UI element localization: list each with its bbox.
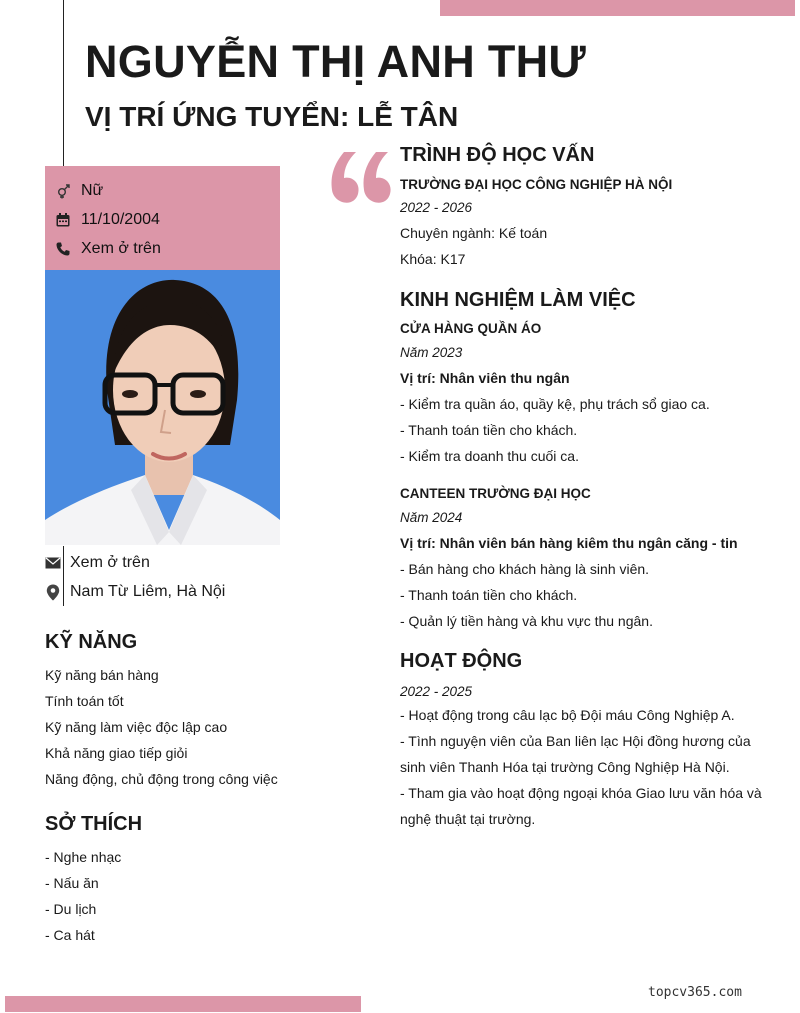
activity-line: nghệ thuật tại trường.: [400, 811, 536, 827]
education-course: Khóa: K17: [400, 251, 466, 267]
personal-info-box: [45, 166, 280, 270]
skill-item: Tính toán tốt: [45, 693, 124, 709]
hobby-item: - Nghe nhạc: [45, 849, 122, 865]
hobbies-title: SỞ THÍCH: [45, 813, 143, 835]
email-row: [45, 552, 150, 574]
bottom-accent-bar: [5, 996, 361, 1012]
top-accent-bar: [440, 0, 795, 16]
skills-list: [45, 662, 278, 792]
applied-position: VỊ TRÍ ỨNG TUYỂN: LỄ TÂN: [85, 101, 459, 132]
job-duty: - Bán hàng cho khách hàng là sinh viên.: [400, 561, 650, 577]
mail-icon: [45, 555, 61, 571]
birthdate-row: [55, 209, 160, 231]
activity-line: - Tham gia vào hoạt động ngoại khóa Giao lưu văn hóa và: [400, 785, 762, 801]
job-duty: - Kiểm tra doanh thu cuối ca.: [400, 448, 579, 464]
job-org: CANTEEN TRƯỜNG ĐẠI HỌC: [400, 486, 591, 501]
education-school: TRƯỜNG ĐẠI HỌC CÔNG NGHIỆP HÀ NỘI: [400, 177, 673, 192]
skill-item: Năng động, chủ động trong công việc: [45, 771, 278, 787]
education-years: 2022 - 2026: [400, 200, 473, 215]
job-date: Năm 2023: [400, 345, 463, 360]
job-org: CỬA HÀNG QUẦN ÁO: [400, 321, 542, 336]
job-date: Năm 2024: [400, 510, 463, 525]
gender-value: Nữ: [81, 182, 104, 199]
skill-item: Kỹ năng làm việc độc lập cao: [45, 719, 228, 735]
job-duty: - Kiểm tra quần áo, quầy kệ, phụ trách sổ giao ca.: [400, 396, 710, 412]
candidate-name: NGUYỄN THỊ ANH THƯ: [85, 36, 587, 87]
phone-row: [55, 238, 161, 260]
hobbies-list: [45, 844, 121, 948]
address-value: Nam Từ Liêm, Hà Nội: [70, 583, 226, 600]
skill-item: Khả năng giao tiếp giỏi: [45, 745, 188, 761]
header-divider-line: [63, 0, 64, 166]
activities-title: HOẠT ĐỘNG: [400, 650, 523, 672]
location-pin-icon: [45, 584, 61, 600]
skills-title: KỸ NĂNG: [45, 631, 138, 653]
job-duty: - Thanh toán tiền cho khách.: [400, 587, 578, 603]
footer-watermark: topcv365.com: [648, 985, 742, 1000]
gender-row: [55, 180, 103, 202]
gender-icon: [55, 183, 71, 199]
calendar-icon: [55, 212, 71, 228]
job-role: Vị trí: Nhân viên thu ngân: [400, 370, 570, 386]
hobby-item: - Nấu ăn: [45, 875, 99, 891]
quote-mark-icon: [330, 146, 392, 216]
activity-line: - Hoạt động trong câu lạc bộ Đội máu Công Nghiệp A.: [400, 707, 735, 723]
education-major: Chuyên ngành: Kế toán: [400, 225, 548, 241]
education-title: TRÌNH ĐỘ HỌC VẤN: [400, 144, 595, 166]
activity-line: sinh viên Thanh Hóa tại trường Công Nghiệp Hà Nội.: [400, 759, 730, 775]
activity-line: - Tình nguyện viên của Ban liên lạc Hội đồng hương của: [400, 733, 751, 749]
profile-photo: [45, 270, 280, 545]
experience-title: KINH NGHIỆM LÀM VIỆC: [400, 289, 636, 311]
email-value: Xem ở trên: [70, 554, 150, 571]
job-role: Vị trí: Nhân viên bán hàng kiêm thu ngân căng - tin: [400, 535, 738, 551]
job-duty: - Thanh toán tiền cho khách.: [400, 422, 578, 438]
phone-icon: [55, 241, 71, 257]
hobby-item: - Ca hát: [45, 927, 95, 943]
skill-item: Kỹ năng bán hàng: [45, 667, 159, 683]
address-row: [45, 581, 225, 603]
phone-value: Xem ở trên: [81, 240, 161, 257]
job-duty: - Quản lý tiền hàng và khu vực thu ngân.: [400, 613, 653, 629]
hobby-item: - Du lịch: [45, 901, 97, 917]
activities-years: 2022 - 2025: [400, 684, 473, 699]
birthdate-value: 11/10/2004: [81, 211, 160, 228]
